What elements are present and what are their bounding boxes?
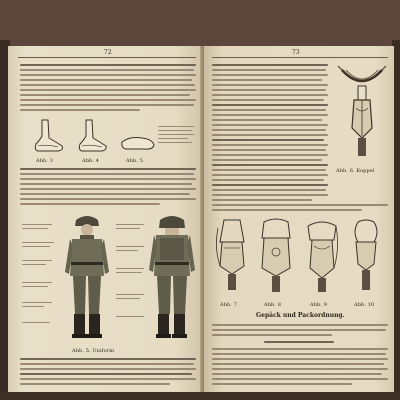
soldier-front-illustration	[62, 214, 112, 344]
caption-fig9: Abb. 9	[310, 302, 327, 308]
book-cover-top	[0, 0, 400, 50]
equipment-illustration-8	[258, 218, 294, 298]
equipment-illustration-9	[304, 218, 340, 298]
equipment-illustration-10	[348, 218, 384, 298]
koppel-illustration	[336, 64, 388, 164]
right-page-number: 73	[292, 49, 300, 56]
section-heading: Gepäck und Packordnung.	[256, 312, 345, 319]
left-page-number: 72	[104, 49, 112, 56]
book-cover-bottom	[0, 392, 400, 400]
caption-fig3: Abb. 3	[36, 158, 53, 164]
caption-fig5: Abb. 5	[126, 158, 143, 164]
caption-koppel: Abb. 6. Koppel	[336, 168, 375, 174]
foot-illustration-3	[120, 130, 156, 154]
caption-fig4: Abb. 4	[82, 158, 99, 164]
caption-fig8: Abb. 8	[264, 302, 281, 308]
foot-illustration-1	[28, 116, 68, 156]
soldier-back-illustration	[148, 214, 196, 344]
caption-fig10: Abb. 10	[354, 302, 375, 308]
left-page	[8, 46, 204, 392]
left-header-rule	[18, 57, 196, 58]
right-page	[204, 46, 394, 392]
equipment-illustration-7	[214, 218, 250, 298]
caption-fig7: Abb. 7	[220, 302, 237, 308]
right-header-rule	[212, 57, 388, 58]
foot-illustration-2	[74, 118, 110, 156]
caption-uniform: Abb. 5. Uniform	[72, 348, 115, 354]
